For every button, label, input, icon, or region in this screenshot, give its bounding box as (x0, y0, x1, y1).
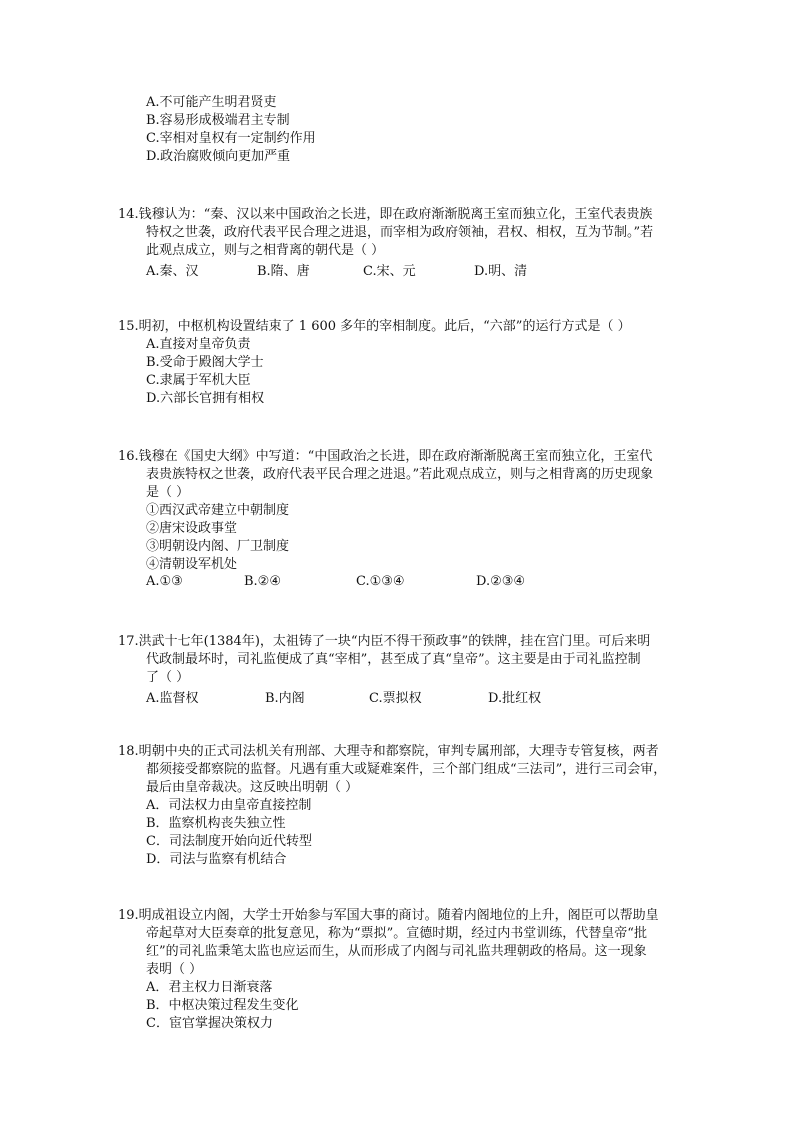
option-d: D.明、清 (474, 264, 528, 279)
option-c: C．司法制度开始向近代转型 (146, 834, 312, 849)
question-stem: 表贵族特权之世袭，政府代表平民合理之进退。”若此观点成立，则与之相背离的历史现象 (146, 467, 654, 482)
option-d: D.六部长官拥有相权 (146, 391, 265, 406)
question-16 (118, 448, 678, 592)
question-stem: 帝起草对大臣奏章的批复意见，称为“票拟”。宣德时期，经过内书堂训练，代替皇帝“批 (146, 926, 647, 941)
question-stem: 14.钱穆认为：“秦、汉以来中国政治之长进，即在政府渐渐脱离王室而独立化，王室代表贵族 (118, 207, 653, 222)
option-a: A．司法权力由皇帝直接控制 (146, 798, 312, 813)
option-b: B.容易形成极端君主专制 (146, 113, 290, 128)
option-c: C.宰相对皇权有一定制约作用 (146, 131, 316, 146)
question-stem: 了（ ） (146, 670, 190, 685)
option-b: B.受命于殿阁大学士 (146, 355, 264, 370)
question-17 (118, 633, 678, 705)
option-c: C．宦官掌握决策权力 (146, 1016, 273, 1031)
question-stem: 是（ ） (146, 485, 190, 500)
option-c: C.票拟权 (369, 691, 422, 706)
question-stem: 16.钱穆在《国史大纲》中写道：“中国政治之长进，即在政府渐渐脱离王室而独立化，王室代 (118, 449, 653, 464)
option-a: A.直接对皇帝负责 (146, 337, 251, 352)
question-stem: 特权之世袭，政府代表平民合理之进退，而宰相为政府领袖，君权、相权，互为节制。”若 (146, 225, 654, 240)
option-b: B.内阁 (265, 691, 305, 706)
question-stem: 最后由皇帝裁决。这反映出明朝（ ） (146, 780, 359, 795)
question-15 (118, 318, 678, 408)
question-stem: 19.明成祖设立内阁，大学士开始参与军国大事的商讨。随着内阁地位的上升，阁臣可以帮助皇 (118, 908, 659, 923)
option-d: D．司法与监察有机结合 (146, 852, 287, 867)
statement-1: ①西汉武帝建立中朝制度 (146, 503, 290, 518)
question-13 (146, 94, 706, 166)
question-stem: 代政制最坏时，司礼监便成了真“宰相”，甚至成了真“皇帝”。这主要是由于司礼监控制 (146, 652, 641, 667)
option-c: C.隶属于军机大臣 (146, 373, 251, 388)
option-b: B．监察机构丧失独立性 (146, 816, 286, 831)
option-a: A.不可能产生明君贤吏 (146, 95, 277, 110)
options-row (146, 687, 678, 705)
option-d: D.②③④ (476, 574, 526, 589)
statement-3: ③明朝设内阁、厂卫制度 (146, 539, 290, 554)
option-a: A．君主权力日渐衰落 (146, 980, 273, 995)
option-a: A.秦、汉 (146, 264, 199, 279)
option-d: D.政治腐败倾向更加严重 (146, 149, 291, 164)
option-b: B.隋、唐 (257, 264, 310, 279)
option-a: A.①③ (146, 574, 183, 589)
option-a: A.监督权 (146, 691, 199, 706)
question-14 (118, 206, 678, 278)
question-stem: 17.洪武十七年(1384年)，太祖铸了一块“内臣不得干预政事”的铁牌，挂在宫门里。可后来明 (118, 634, 651, 649)
option-b: B.②④ (244, 574, 281, 589)
question-stem: 表明（ ） (146, 962, 203, 977)
statement-4: ④清朝设军机处 (146, 557, 238, 572)
option-c: C.宋、元 (363, 264, 416, 279)
question-stem: 此观点成立，则与之相背离的朝代是（ ） (146, 243, 385, 258)
options-row (146, 574, 678, 592)
question-19 (118, 907, 678, 1033)
question-18 (118, 743, 678, 869)
option-b: B．中枢决策过程发生变化 (146, 998, 299, 1013)
question-stem: 都须接受都察院的监督。凡遇有重大或疑难案件，三个部门组成“三法司”，进行三司会审， (146, 762, 667, 777)
question-stem: 18.明朝中央的正式司法机关有刑部、大理寺和都察院，审判专属刑部，大理寺专管复核，两者 (118, 744, 659, 759)
options-row (146, 260, 678, 278)
option-d: D.批红权 (488, 691, 542, 706)
question-stem: 红”的司礼监秉笔太监也应运而生，从而形成了内阁与司礼监共理朝政的格局。这一现象 (146, 944, 647, 959)
question-stem: 15.明初，中枢机构设置结束了 1 600 多年的宰相制度。此后，“六部”的运行方式是（ ） (118, 319, 631, 334)
option-c: C.①③④ (356, 574, 405, 589)
statement-2: ②唐宋设政事堂 (146, 521, 238, 536)
